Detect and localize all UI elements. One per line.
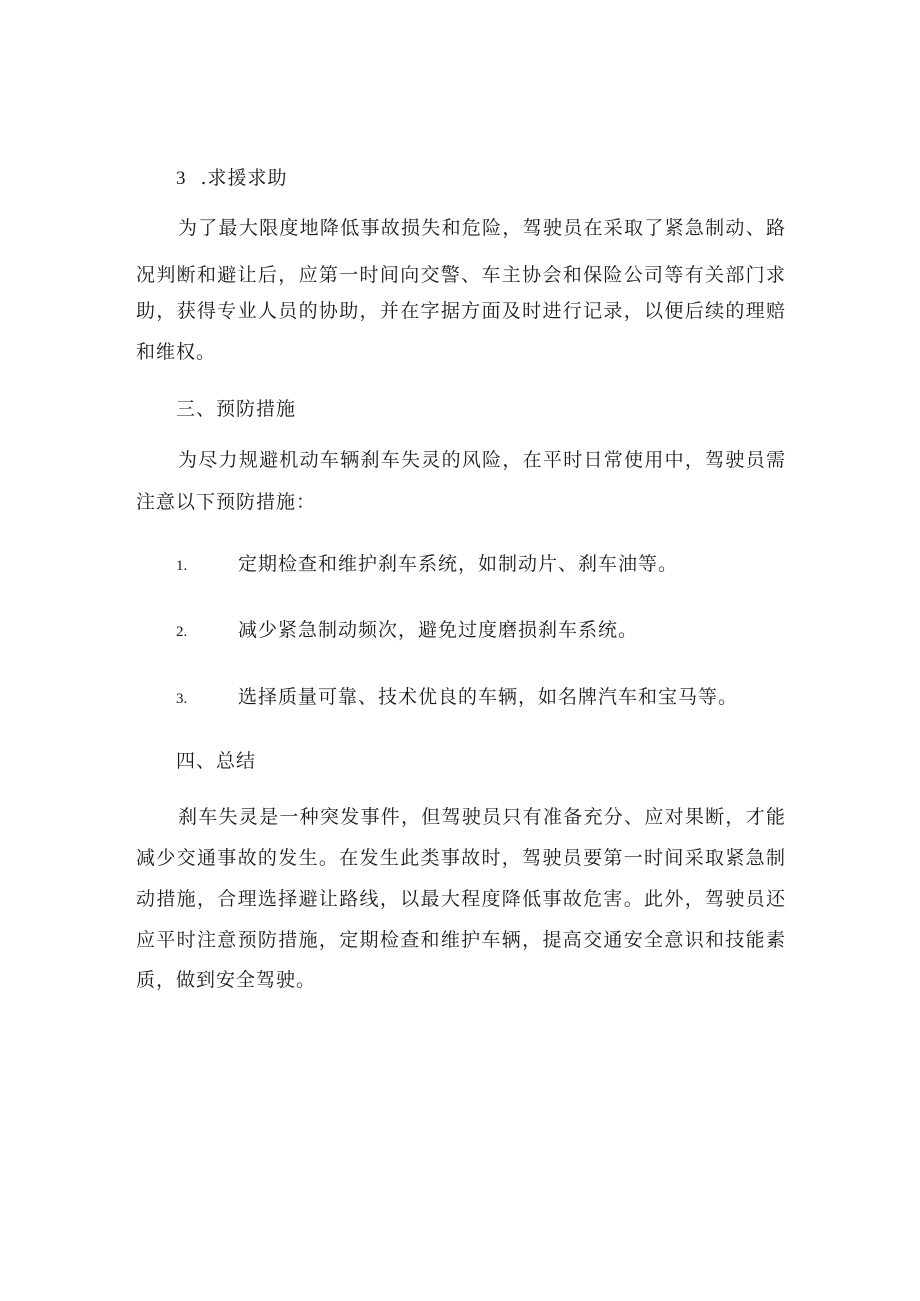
list-item-number: 1.	[176, 558, 188, 574]
paragraph-line: 助，获得专业人员的协助，并在字据方面及时进行记录，以便后续的理赔	[136, 300, 786, 322]
list-item-text: 减少紧急制动频次，避免过度磨损刹车系统。	[238, 619, 639, 641]
section-3-number: 3	[176, 168, 187, 189]
paragraph-line: 刹车失灵是一种突发事件，但驾驶员只有准备充分、应对果断，才能	[178, 806, 786, 828]
paragraph-line: 应平时注意预防措施，定期检查和维护车辆，提高交通安全意识和技能素	[136, 929, 786, 951]
paragraph-line: 和维权。	[136, 341, 217, 363]
paragraph-line: 动措施，合理选择避让路线，以最大程度降低事故危害。此外，驾驶员还	[136, 888, 786, 910]
paragraph-line: 为了最大限度地降低事故损失和危险，驾驶员在采取了紧急制动、路	[178, 217, 786, 239]
prevention-heading: 三、预防措施	[176, 398, 297, 420]
summary-heading: 四、总结	[176, 750, 257, 772]
list-item-number: 2.	[176, 624, 188, 640]
paragraph-line: 注意以下预防措施：	[136, 491, 317, 513]
paragraph-line: 减少交通事故的发生。在发生此类事故时，驾驶员要第一时间采取紧急制	[136, 847, 786, 869]
paragraph-line: 为尽力规避机动车辆刹车失灵的风险，在平时日常使用中，驾驶员需	[178, 449, 786, 471]
paragraph-line: 况判断和避让后，应第一时间向交警、车主协会和保险公司等有关部门求	[136, 264, 786, 286]
paragraph-line: 质，做到安全驾驶。	[136, 969, 317, 991]
list-item-number: 3.	[176, 691, 188, 707]
section-3-heading	[176, 165, 288, 192]
list-item-text: 选择质量可靠、技术优良的车辆，如名牌汽车和宝马等。	[238, 686, 739, 708]
section-3-title: .求援求助	[200, 167, 288, 189]
list-item-text: 定期检查和维护刹车系统，如制动片、刹车油等。	[238, 553, 679, 575]
